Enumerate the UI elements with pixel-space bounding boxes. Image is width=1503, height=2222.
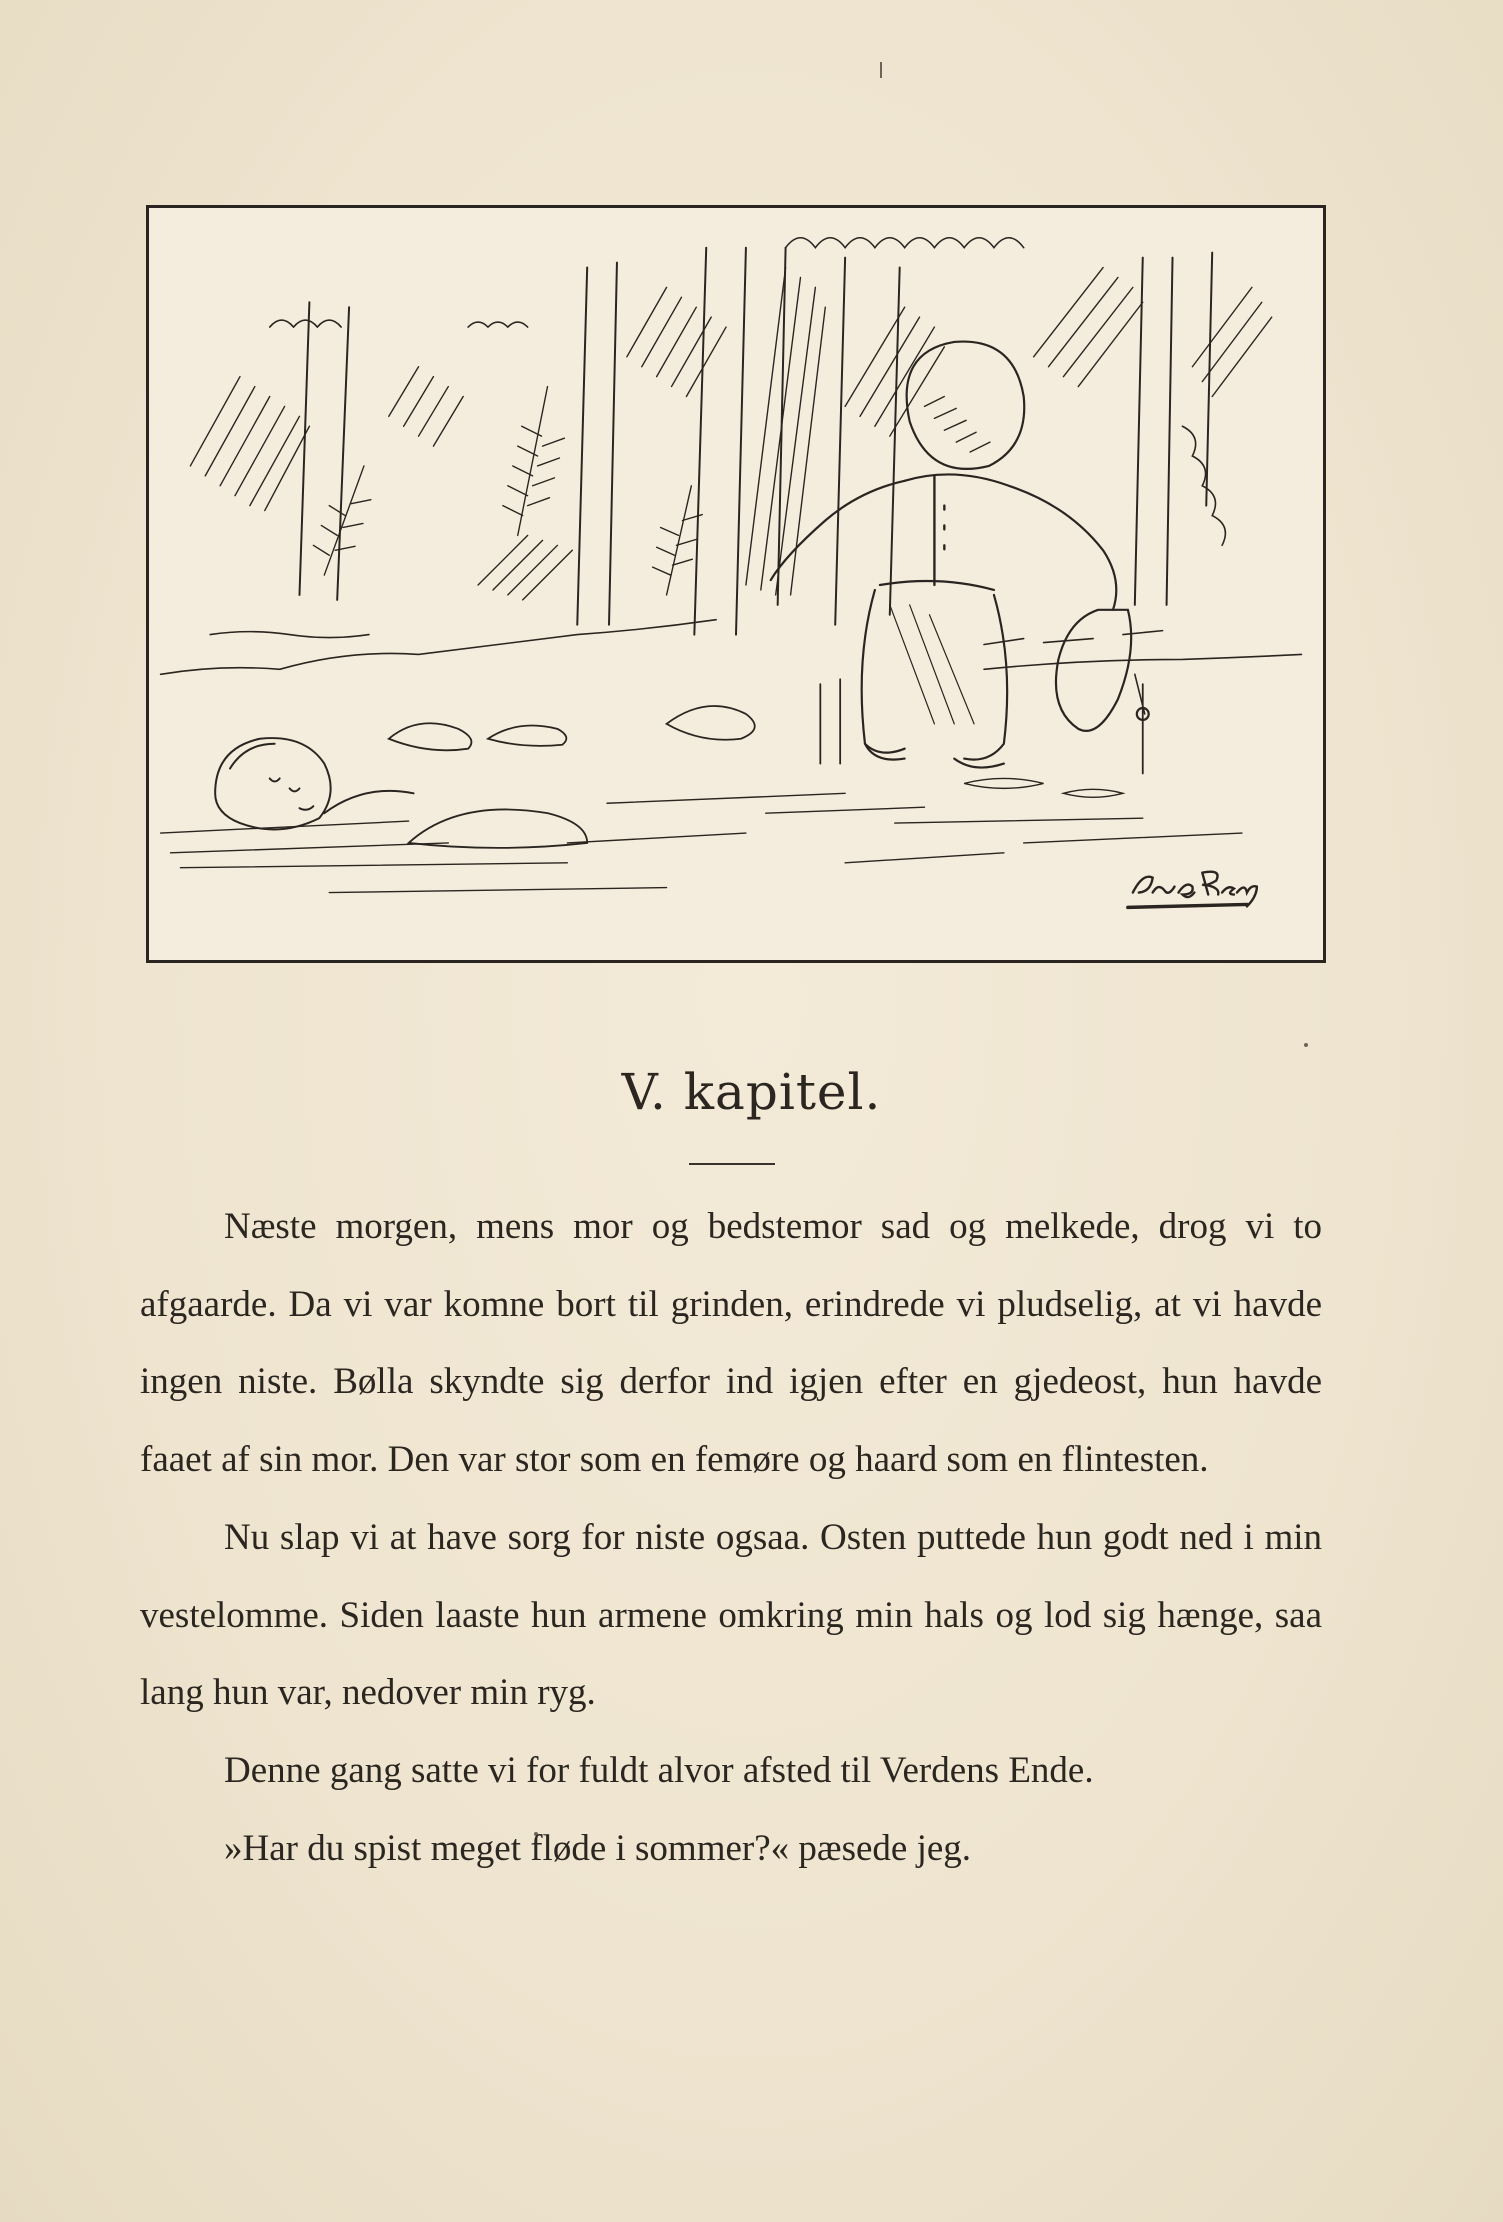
canopy-outline xyxy=(270,238,1226,546)
artist-signature-icon xyxy=(1128,872,1257,908)
child-in-water xyxy=(215,738,413,829)
water-lines xyxy=(161,778,1242,892)
fern-plants xyxy=(313,387,702,595)
foliage-hatching xyxy=(190,268,1271,600)
chapter-title: V. kapitel. xyxy=(621,1063,882,1121)
forest-stream-drawing xyxy=(149,208,1323,960)
title-divider xyxy=(689,1163,775,1165)
print-speck xyxy=(1304,1043,1308,1047)
paragraph: »Har du spist meget fløde i sommer?« pæsede jeg. xyxy=(224,1827,972,1869)
chapter-body xyxy=(140,1188,1322,1887)
paragraph: Denne gang satte vi for fuldt alvor afsted til Verdens Ende. xyxy=(224,1749,1094,1791)
stream-rocks xyxy=(389,706,755,848)
boy-figure xyxy=(771,342,1149,768)
paragraph: Nu slap vi at have sorg for niste ogsaa. Osten puttede hun godt ned i min vestelomme. Siden laaste hun armene omkring min hals og lod sig hænge, saa lang hun var, nedover min ryg. xyxy=(140,1516,1322,1714)
chapter-illustration xyxy=(146,205,1326,963)
print-speck xyxy=(880,62,882,78)
paragraph: Næste morgen, mens mor og bedstemor sad og melkede, drog vi to afgaarde. Da vi var komne bort til grinden, erindrede vi pludselig, at vi havde ingen niste. Bølla skyndte sig derfor ind igjen efter en gjedeost, hun havde faaet af sin mor. Den var stor som en femøre og haard som en flintesten. xyxy=(140,1206,1322,1481)
